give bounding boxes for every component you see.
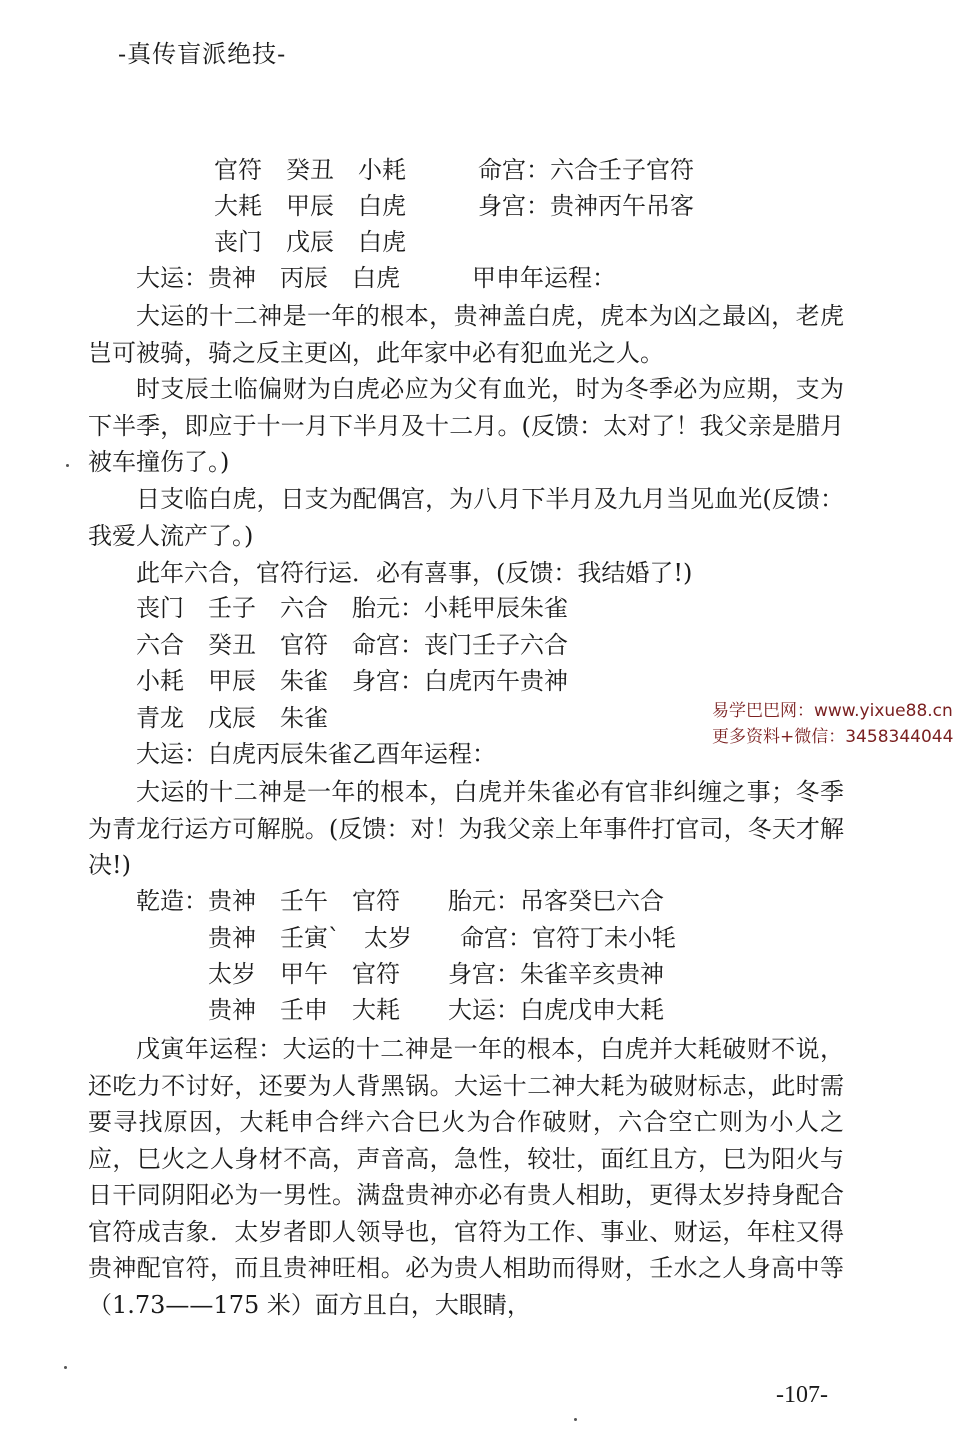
chart-row: 小耗 甲辰 朱雀 身宫：白虎丙午贵神 — [136, 667, 568, 695]
chart-row: 丧门 壬子 六合 胎元：小耗甲辰朱雀 — [136, 594, 568, 622]
page-number: -107- — [776, 1382, 828, 1408]
chart-row: 丧门 戊辰 白虎 — [214, 228, 406, 256]
scan-speck — [66, 464, 69, 467]
chart-row: 官符 癸丑 小耗 命宫：六合壬子官符 — [214, 156, 694, 184]
paragraph-3: 日支临白虎，日支为配偶宫，为八月下半月及九月当见血光(反馈：我爱人流产了。) — [88, 485, 844, 550]
paragraph-4: 此年六合，官符行运．必有喜事，(反馈：我结婚了!) — [136, 559, 693, 587]
chart-row: 太岁 甲午 官符 身宫：朱雀辛亥贵神 — [136, 960, 664, 988]
scan-speck — [64, 1366, 67, 1369]
dayun-line-1: 大运：贵神 丙辰 白虎 甲申年运程： — [136, 264, 616, 292]
chart-row: 贵神 壬申 大耗 大运：白虎戊申大耗 — [136, 996, 664, 1024]
paragraph-2: 时支辰土临偏财为白虎必应为父有血光，时为冬季必为应期，支为下半季，即应于十一月下半月及十二月。(反馈：太对了！我父亲是腊月被车撞伤了。) — [88, 375, 844, 476]
paragraph-5: 大运的十二神是一年的根本，白虎并朱雀必有官非纠缠之事；冬季为青龙行运方可解脱。(反馈：对！为我父亲上年事件打官司，冬天才解决!) — [88, 778, 844, 879]
watermark-contact: 更多资料+微信：3458344044 — [712, 727, 954, 747]
chart-row: 贵神 壬寅` 太岁 命宫：官符丁未小牦 — [136, 924, 676, 952]
paragraph-1: 大运的十二神是一年的根本，贵神盖白虎，虎本为凶之最凶，老虎岂可被骑，骑之反主更凶，此年家中必有犯血光之人。 — [88, 302, 844, 367]
chart-row: 乾造：贵神 壬午 官符 胎元：吊客癸巳六合 — [136, 887, 664, 915]
dayun-line-2: 大运：白虎丙辰朱雀乙酉年运程： — [136, 740, 496, 768]
chart-row: 六合 癸丑 官符 命宫：丧门壬子六合 — [136, 631, 568, 659]
scan-speck — [574, 1418, 577, 1421]
paragraph-6: 戊寅年运程：大运的十二神是一年的根本，白虎并大耗破财不说，还吃力不讨好，还要为人背黑锅。大运十二神大耗为破财标志，此时需要寻找原因，大耗申合绊六合巳火为合作破财，六合空亡则为小人之应，巳火之人身材不高，声音高，急性，较壮，面红且方，巳为阳火与日干同阴阳必为一男性。满盘贵神亦必有贵人相助，更得太岁持身配合官符成吉象．太岁者即人领导也，官符为工作、事业、财运，年柱又得贵神配官符，而且贵神旺相。必为贵人相助而得财，壬水之人身高中等（1.73——175 米）面方且白，大眼睛， — [88, 1035, 844, 1319]
chart-row: 青龙 戊辰 朱雀 — [136, 704, 328, 732]
running-header: -真传盲派绝技- — [118, 40, 287, 68]
chart-row: 大耗 甲辰 白虎 身宫：贵神丙午吊客 — [214, 192, 694, 220]
watermark-site: 易学巴巴网：www.yixue88.cn — [712, 701, 953, 721]
